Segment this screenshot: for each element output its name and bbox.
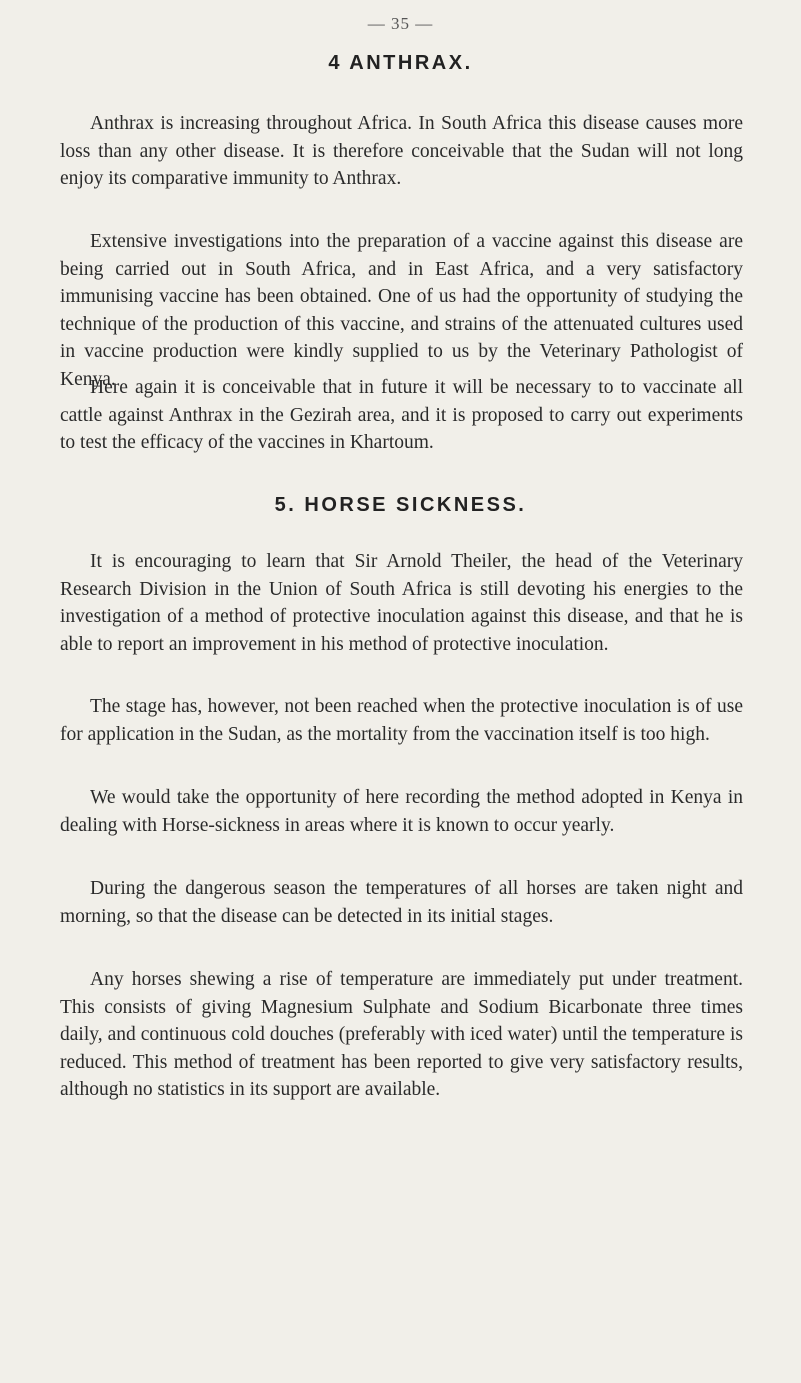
paragraph: Here again it is conceivable that in future it will be necessary to to vaccinate all cattle against Anthrax in the Gezirah area, and it is proposed to carry out experiments to test the efficacy of the vaccines in Khartoum. <box>60 377 743 453</box>
section-heading-anthrax: 4 ANTHRAX. <box>328 52 473 74</box>
paragraph: The stage has, however, not been reached when the protective inoculation is of use for application in the Sudan, as the mortality from the vaccination itself is too high. <box>60 696 743 745</box>
section-heading-horse-sickness: 5. HORSE SICKNESS. <box>274 494 527 516</box>
paragraph: During the dangerous season the temperatures of all horses are taken night and morning, so that the disease can be detected in its initial stages. <box>60 878 743 927</box>
paragraph: Extensive investigations into the preparation of a vaccine against this disease are being carried out in South Africa, and in East Africa, and a very satisfactory immunising vaccine has been obtained. One of us had the opportunity of studying the technique of the production of this vaccine, and strains of the attenuated cultures used in vaccine production were kindly supplied to us by the Veterinary Pathologist of Kenya. <box>60 231 743 390</box>
paragraph: It is encouraging to learn that Sir Arnold Theiler, the head of the Veterinary Research Division in the Union of South Africa is still devoting his energies to the investigation of a method of protective inoculation against this disease, and that he is able to report an improvement in his method of protective inoculation. <box>60 551 743 655</box>
paragraph: We would take the opportunity of here recording the method adopted in Kenya in dealing with Horse-sickness in areas where it is known to occur yearly. <box>60 787 743 836</box>
paragraph: Anthrax is increasing throughout Africa. In South Africa this disease causes more loss than any other disease. It is therefore conceivable that the Sudan will not long enjoy its comparative immunity to Anthrax. <box>60 113 743 189</box>
page-number: — 35 — <box>367 14 434 33</box>
paragraph: Any horses shewing a rise of temperature are immediately put under treatment. This consists of giving Magnesium Sulphate and Sodium Bicarbonate three times daily, and continuous cold douches (preferably with iced water) until the temperature is reduced. This method of treatment has been reported to give very satisfactory results, although no statistics in its support are available. <box>60 969 743 1100</box>
page-number-value: 35 <box>391 14 410 33</box>
